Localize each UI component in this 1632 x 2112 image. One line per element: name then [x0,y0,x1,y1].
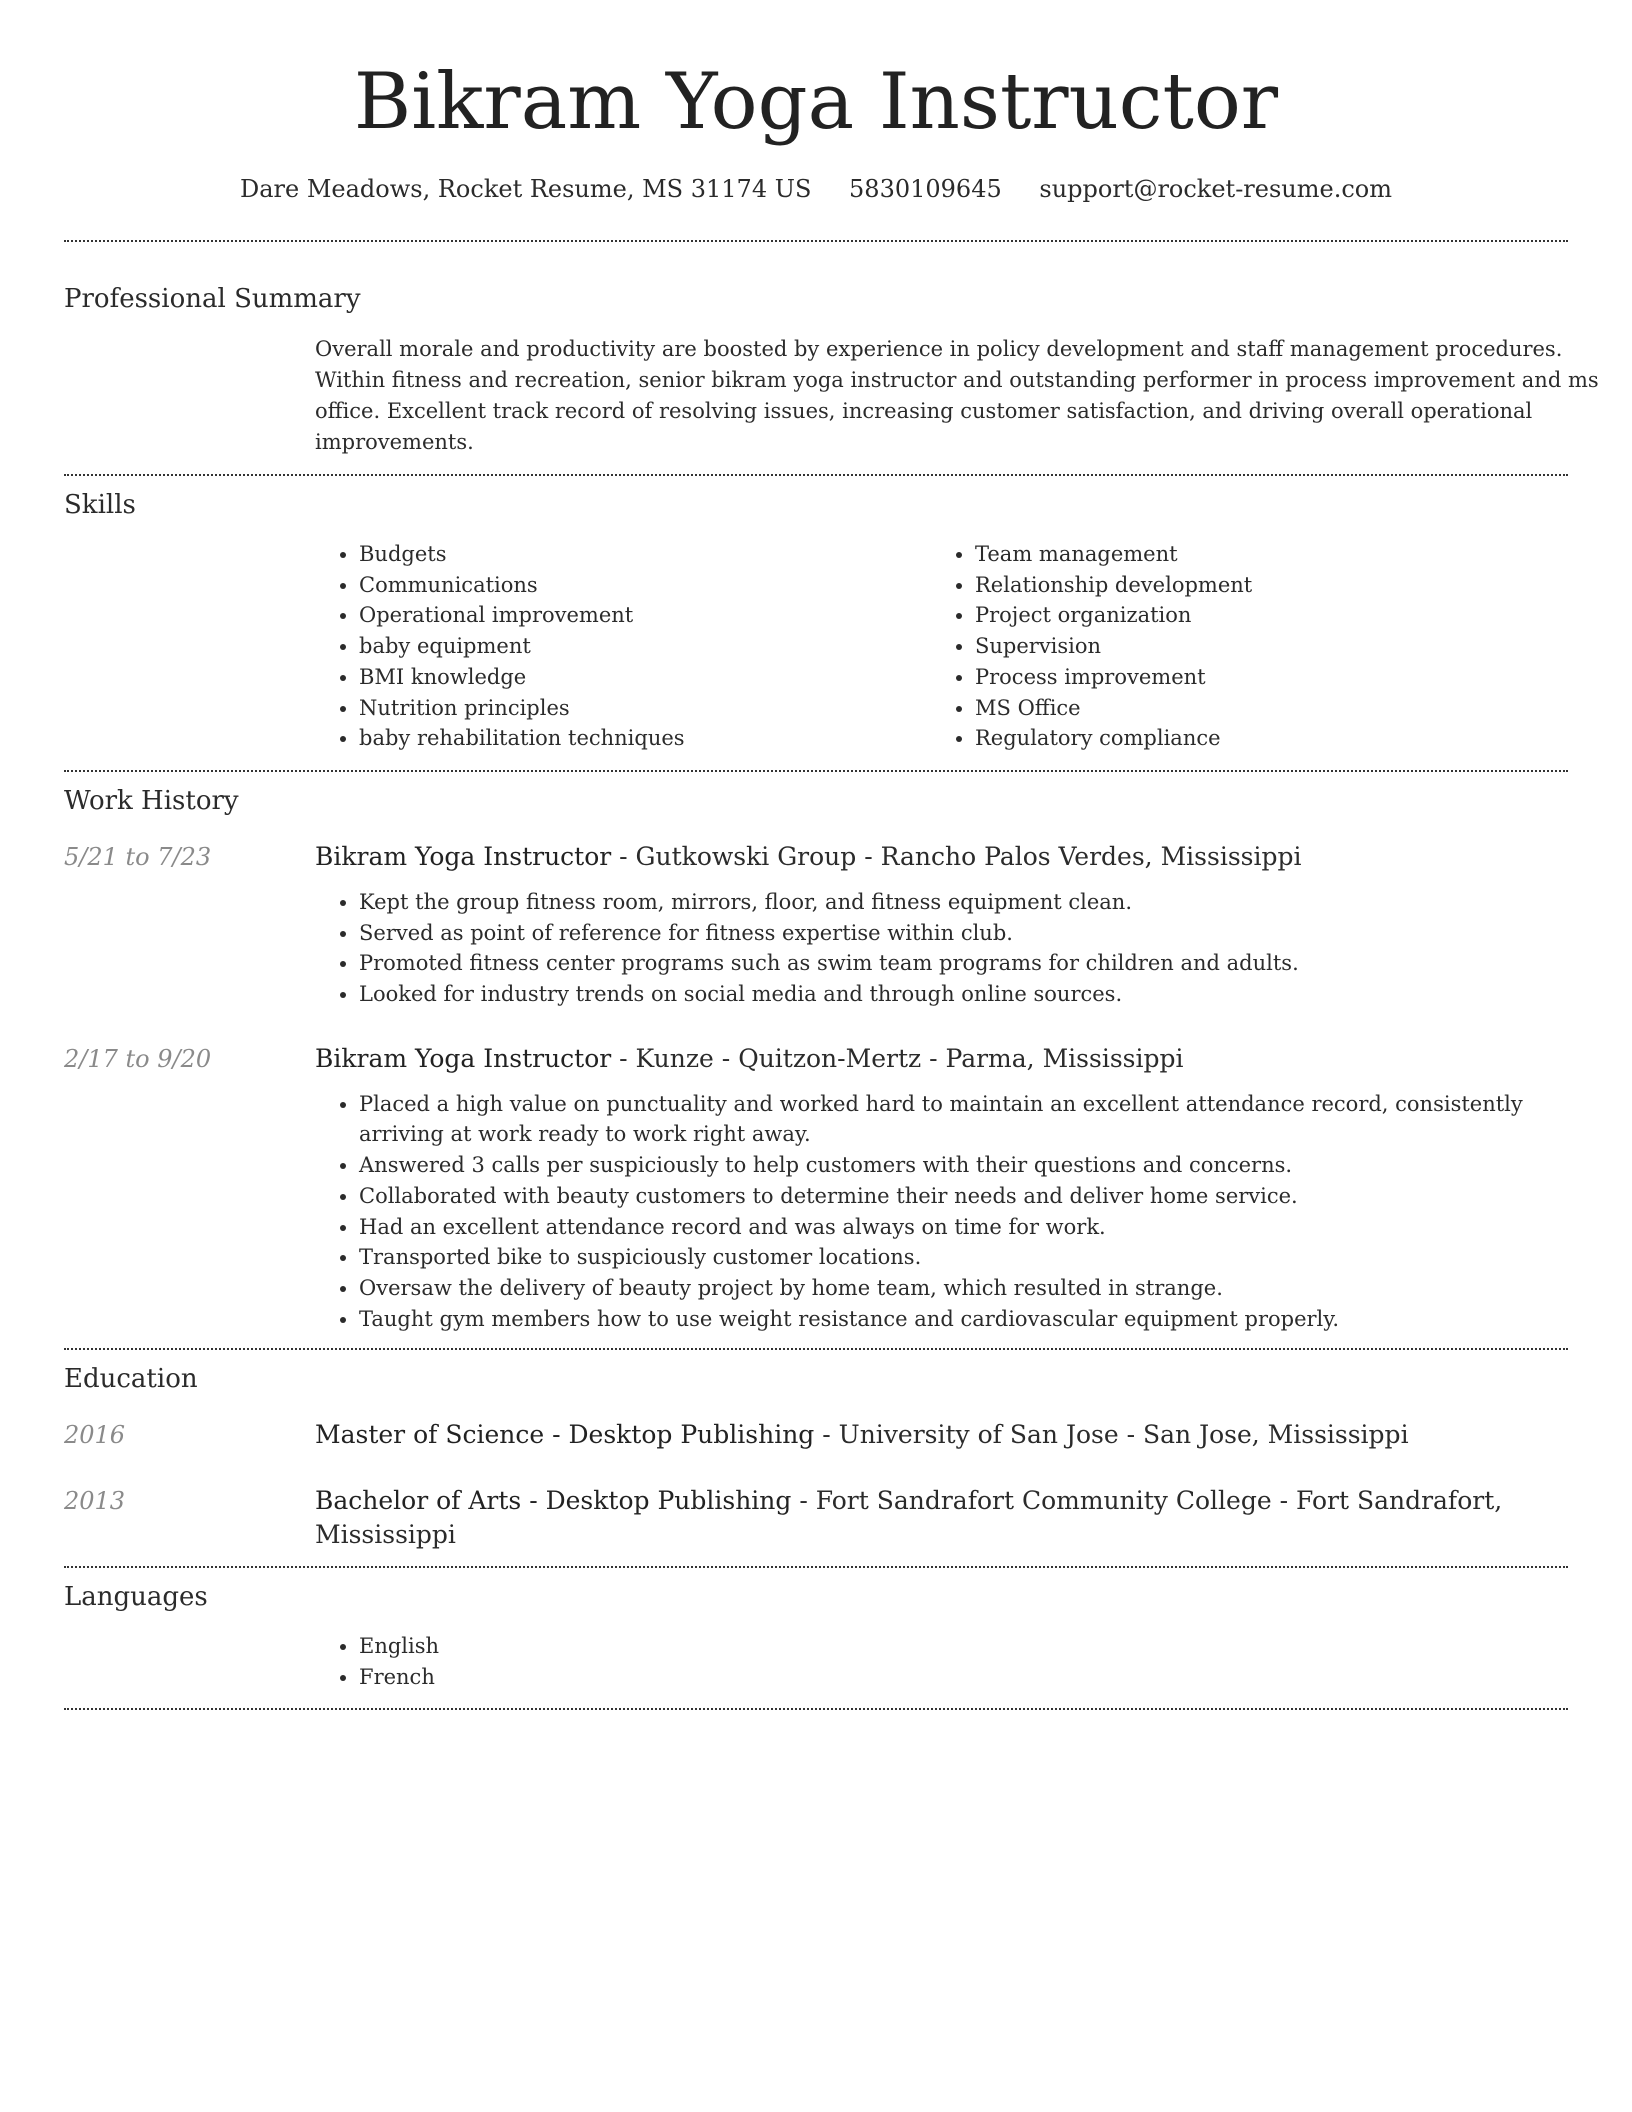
education-school: - University of San Jose - San Jose, Mississippi [814,1420,1409,1450]
work-entry-body [315,840,1568,1010]
section-title-languages: Languages [64,1582,208,1613]
education-entry [64,1484,1568,1566]
skill-item: • Operational improvement [359,600,931,631]
education-year: 2016 [64,1421,126,1450]
contact-address: Dare Meadows, Rocket Resume, MS 31174 US [239,175,812,203]
skill-item: • Project organization [975,600,1547,631]
section-title-skills: Skills [64,490,136,520]
work-bullet: • Kept the group fitness room, mirrors, floor, and fitness equipment clean. [359,887,1568,918]
work-bullet: • Transported bike to suspiciously customer locations. [359,1242,1568,1273]
education-degree: Bachelor of Arts - Desktop Publishing [315,1486,792,1516]
work-bullet: • Oversaw the delivery of beauty project by home team, which resulted in strange. [359,1273,1568,1304]
education-heading [315,1484,1515,1552]
section-title-summary: Professional Summary [64,284,361,314]
section-divider [64,1708,1568,1710]
work-entry-heading [315,1042,1568,1076]
languages-list-wrap [315,1631,1568,1707]
resume-name: Bikram Yoga Instructor [353,57,1279,147]
section-divider [64,1348,1568,1350]
skill-item: • Relationship development [975,570,1547,601]
skill-item: • Process improvement [975,662,1547,693]
work-entry [64,1042,1568,1349]
skill-item: • Supervision [975,631,1547,662]
work-entry-bullets [315,887,1568,1010]
work-entry-role: Bikram Yoga Instructor [315,841,612,871]
skill-item: • Nutrition principles [359,693,931,724]
section-title-education: Education [64,1364,198,1395]
work-bullet: • Answered 3 calls per suspiciously to help customers with their questions and concerns. [359,1150,1568,1181]
contact-phone: 5830109645 [849,175,1002,203]
education-heading [315,1418,1515,1452]
skill-item: • baby rehabilitation techniques [359,723,931,754]
work-entry-bullets [315,1089,1568,1335]
skills-list-left [315,539,931,754]
education-year: 2013 [64,1487,126,1516]
language-item: • French [359,1662,1568,1693]
education-entry-body [315,1418,1568,1452]
work-entry-heading [315,840,1568,874]
skills-column-left [315,539,931,754]
work-entry-employer: - Gutkowski Group - Rancho Palos Verdes, Mississippi [611,841,1302,871]
work-entry-employer: - Kunze - Quitzon-Mertz - Parma, Mississippi [611,1043,1184,1073]
skills-grid [315,539,1568,770]
summary-text: Overall morale and productivity are boosted by experience in policy development and staff management procedures. Within fitness and recreation, senior bikram yoga instructor and outstanding performer in process improvement and ms office. Excellent track record of resolving issues, increasing customer satisfaction, and driving overall operational improvements. [315,337,1599,454]
work-bullet: • Taught gym members how to use weight resistance and cardiovascular equipment properly. [359,1304,1568,1335]
skill-item: • Team management [975,539,1547,570]
contact-email: support@rocket-resume.com [1039,175,1392,203]
education-entry [64,1418,1568,1452]
skill-item: • MS Office [975,693,1547,724]
work-bullet: • Served as point of reference for fitness expertise within club. [359,918,1568,949]
education-entry-body [315,1484,1568,1552]
skill-item: • Regulatory compliance [975,723,1547,754]
section-title-work-history: Work History [64,785,239,816]
work-entry-date: 2/17 to 9/20 [64,1044,212,1073]
skills-list-right [931,539,1547,754]
skill-item: • Communications [359,570,931,601]
work-entry-body [315,1042,1568,1335]
work-bullet: • Placed a high value on punctuality and worked hard to maintain an excellent attendance record, consistently arriving at work ready to work right away. [359,1089,1568,1150]
work-entry [64,840,1568,1010]
work-bullet: • Promoted fitness center programs such as swim team programs for children and adults. [359,948,1568,979]
language-item: • English [359,1631,1568,1662]
work-entry-role: Bikram Yoga Instructor [315,1043,612,1073]
skills-column-right [931,539,1547,754]
skill-item: • Budgets [359,539,931,570]
section-divider [64,770,1568,772]
skill-item: • baby equipment [359,631,931,662]
section-divider [64,1566,1568,1568]
contact-line [64,172,1568,206]
work-bullet: • Looked for industry trends on social media and through online sources. [359,979,1568,1010]
education-school: - Fort Sandrafort Community College - Fort Sandrafort, Mississippi [315,1486,1503,1550]
skill-item: • BMI knowledge [359,662,931,693]
work-bullet: • Collaborated with beauty customers to determine their needs and deliver home service. [359,1181,1568,1212]
languages-list [315,1631,1568,1692]
work-bullet: • Had an excellent attendance record and was always on time for work. [359,1212,1568,1243]
section-divider [64,474,1568,476]
section-divider [64,240,1568,242]
education-degree: Master of Science - Desktop Publishing [315,1420,815,1450]
work-entry-date: 5/21 to 7/23 [64,842,212,871]
